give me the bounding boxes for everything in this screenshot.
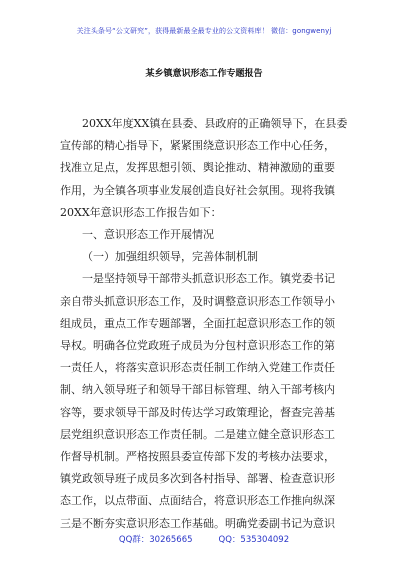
footer-qq-group: QQ群：30265665: [118, 535, 193, 545]
body-line: 组成员，重点工作专题部署，全面扛起意识形态工作的领: [60, 316, 335, 330]
body-line: 镇党政领导班子成员多次到各村指导、部署、检查意识形: [60, 472, 335, 486]
body-line: 找准立足点，发挥思想引领、舆论推动、精神激励的重要: [60, 161, 335, 175]
header-banner: 关注头条号“公文研究”，获得最新最全最专业的公文资料库！ 微信：gongwenyj: [76, 27, 332, 35]
body-line: 层党组织意识形态工作责任制。二是建立健全意识形态工: [60, 427, 335, 441]
body-line: 态工作，以点带面、点面结合，将意识形态工作推向纵深: [60, 494, 335, 508]
subsection-heading: （一）加强组织领导，完善体制机制: [82, 250, 258, 264]
body-line: 制、纳入领导班子和领导干部目标管理、纳入干部考核内: [60, 383, 335, 397]
body-line: 20XX年意识形态工作报告如下：: [60, 205, 222, 219]
body-line: 宣传部的精心指导下，紧紧围绕意识形态工作中心任务，: [60, 139, 335, 153]
body-line: 一责任人，将落实意识形态责任制工作纳入党建工作责任: [60, 361, 335, 375]
body-line: 作督导机制。严格按照县委宣传部下发的考核办法要求，: [60, 450, 335, 464]
document-title: 某乡镇意识形态工作专题报告: [145, 69, 263, 79]
body-line: 导权。明确各位党政班子成员为分包村意识形态工作的第: [60, 339, 335, 353]
body-line: 亲自带头抓意识形态工作，及时调整意识形态工作领导小: [60, 294, 335, 308]
footer-qq: QQ：535304092: [218, 535, 290, 545]
document-body: [60, 113, 352, 535]
body-line: 容等，要求领导干部及时传达学习政策理论，督查完善基: [60, 405, 335, 419]
body-line: 三是不断夯实意识形态工作基础。明确党委副书记为意识: [60, 516, 335, 530]
body-line: 作用，为全镇各项事业发展创造良好社会氛围。现将我镇: [60, 183, 335, 197]
section-heading: 一、意识形态工作开展情况: [82, 228, 214, 242]
footer-contact: [0, 533, 408, 545]
body-line: 20XX年度XX镇在县委、县政府的正确领导下，在县委: [82, 117, 348, 130]
body-line: 一是坚持领导干部带头抓意识形态工作。镇党委书记: [82, 272, 335, 286]
